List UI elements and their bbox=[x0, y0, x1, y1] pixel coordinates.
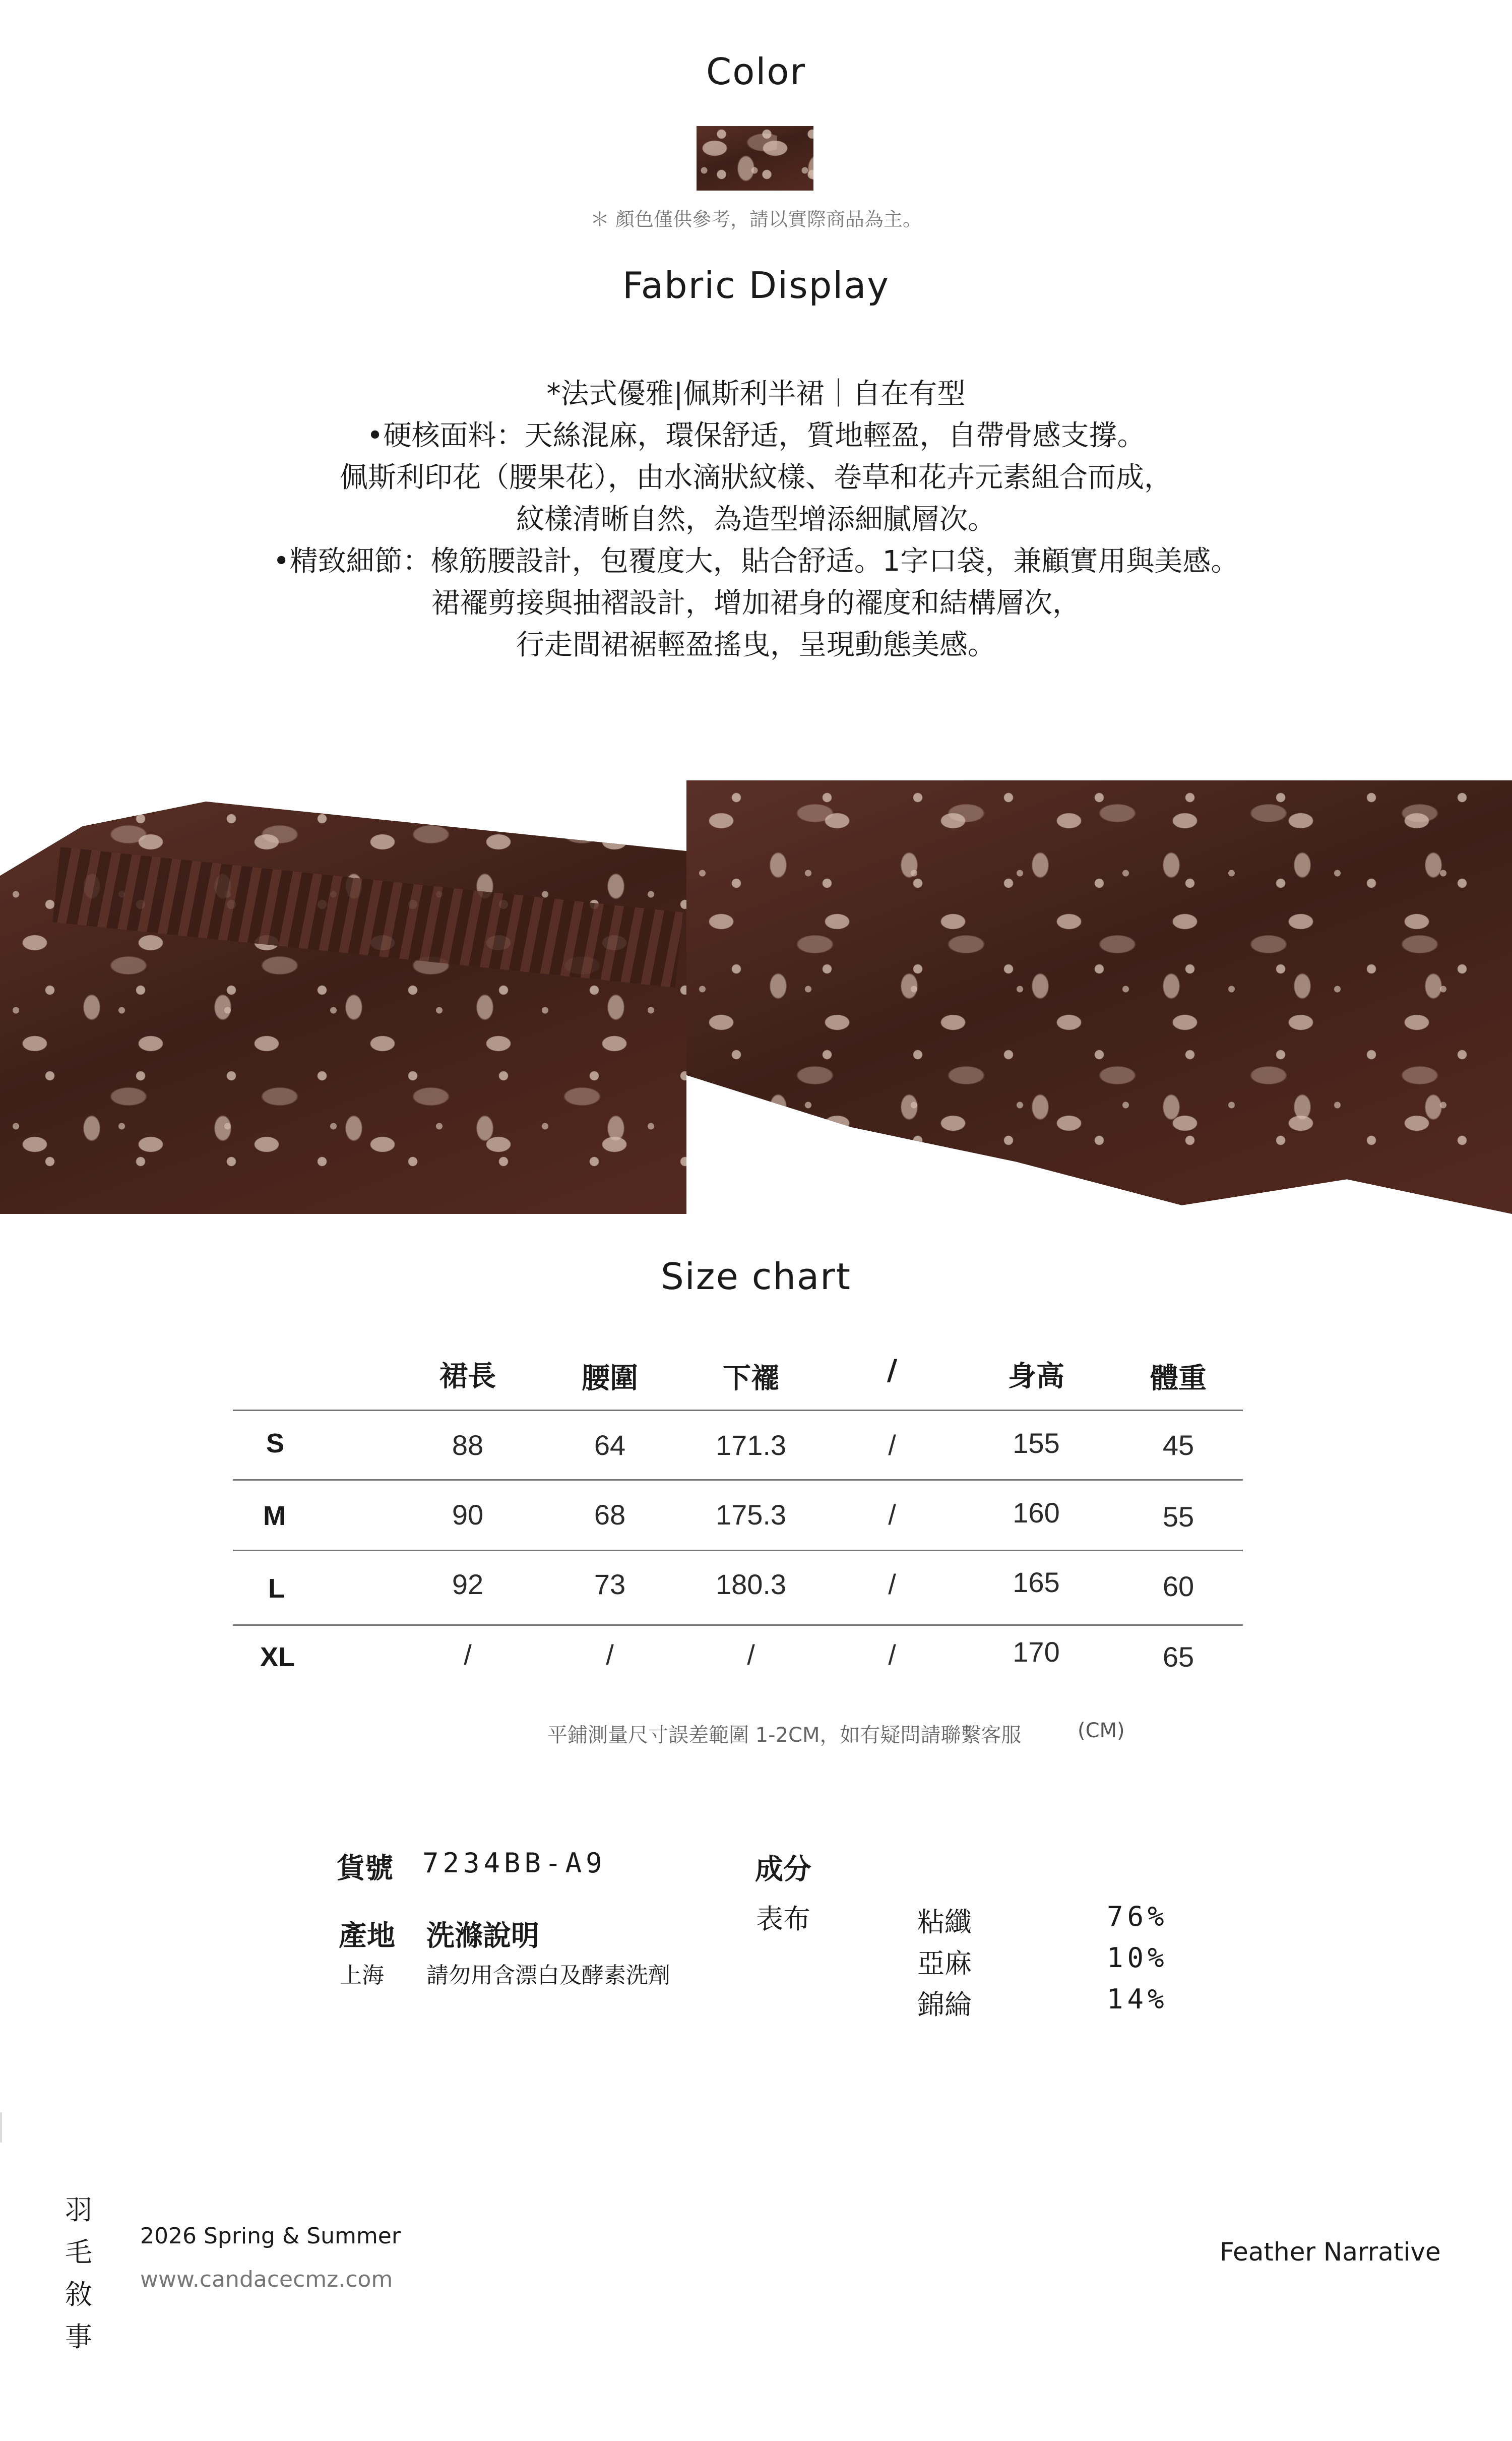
size-chart-heading: Size chart bbox=[661, 1255, 851, 1298]
table-cell: 90 bbox=[452, 1499, 484, 1531]
size-unit: (CM) bbox=[1078, 1719, 1125, 1742]
table-cell: 155 bbox=[1013, 1427, 1060, 1459]
size-label-xl: XL bbox=[260, 1642, 295, 1672]
fabric-line: 紋樣清晰自然，為造型增添細膩層次。 bbox=[516, 503, 996, 536]
size-label-s: S bbox=[266, 1428, 285, 1458]
material-percent: 10% bbox=[1107, 1942, 1168, 1974]
table-cell: 45 bbox=[1162, 1429, 1194, 1461]
table-cell: 65 bbox=[1162, 1641, 1194, 1673]
color-swatch-brown-paisley[interactable] bbox=[697, 126, 813, 191]
table-cell: / bbox=[606, 1639, 614, 1671]
footer-edge-mark bbox=[0, 2112, 2, 2143]
col-header-waist: 腰圍 bbox=[582, 1362, 638, 1395]
table-rule bbox=[233, 1624, 1243, 1626]
table-cell: 160 bbox=[1013, 1497, 1060, 1529]
composition-label: 成分 bbox=[755, 1853, 811, 1886]
table-rule bbox=[233, 1479, 1243, 1481]
season-label: 2026 Spring & Summer bbox=[140, 2223, 401, 2249]
table-cell: 175.3 bbox=[715, 1499, 787, 1531]
fabric-line: 裙襬剪接與抽褶設計，增加裙身的襬度和結構層次， bbox=[431, 587, 1081, 620]
table-cell: / bbox=[464, 1639, 472, 1671]
table-cell: 60 bbox=[1162, 1570, 1194, 1602]
table-rule bbox=[233, 1550, 1243, 1551]
color-disclaimer: ＊ 顏色僅供參考，請以實際商品為主。 bbox=[590, 208, 922, 230]
fabric-photo-hem bbox=[686, 780, 1512, 1214]
table-cell: 170 bbox=[1013, 1636, 1060, 1668]
col-header-weight: 體重 bbox=[1150, 1362, 1207, 1395]
brand-char: 羽 bbox=[65, 2194, 92, 2226]
brand-char: 敘 bbox=[65, 2279, 92, 2310]
color-heading: Color bbox=[706, 50, 806, 93]
care-value: 請勿用含漂白及酵素洗劑 bbox=[426, 1963, 670, 1988]
table-cell: 180.3 bbox=[715, 1568, 787, 1600]
fabric-description bbox=[0, 373, 1512, 666]
table-cell: / bbox=[747, 1639, 755, 1671]
fabric-line: *法式優雅|佩斯利半裙｜自在有型 bbox=[546, 378, 966, 410]
table-cell: 171.3 bbox=[715, 1429, 787, 1461]
col-header-hem: 下襬 bbox=[723, 1362, 779, 1395]
item-no-value: 7234BB-A9 bbox=[422, 1847, 606, 1879]
fabric-line: •精致細節：橡筋腰設計，包覆度大，貼合舒适。1字口袋，兼顧實用與美感。 bbox=[273, 545, 1239, 578]
table-cell: 73 bbox=[594, 1568, 626, 1600]
table-cell: 55 bbox=[1162, 1501, 1194, 1533]
table-cell: 64 bbox=[594, 1429, 626, 1461]
website-link[interactable]: www.candacecmz.com bbox=[140, 2267, 393, 2292]
size-note: 平鋪測量尺寸誤差範圍 1-2CM，如有疑問請聯繫客服 bbox=[547, 1724, 1022, 1747]
origin-value: 上海 bbox=[340, 1963, 384, 1988]
fabric-line: 行走間裙裾輕盈搖曳，呈現動態美感。 bbox=[516, 629, 996, 661]
material-name: 粘纖 bbox=[917, 1906, 972, 1938]
fabric-line: 佩斯利印花（腰果花），由水滴狀紋樣、卷草和花卉元素組合而成， bbox=[340, 461, 1172, 494]
material-name: 錦綸 bbox=[917, 1989, 972, 2021]
fabric-part-label: 表布 bbox=[756, 1903, 810, 1935]
table-cell: / bbox=[888, 1639, 896, 1671]
size-label-m: M bbox=[263, 1501, 286, 1531]
care-label: 洗滌說明 bbox=[426, 1920, 539, 1952]
table-cell: / bbox=[888, 1429, 896, 1461]
size-label-l: L bbox=[268, 1573, 285, 1604]
table-cell: / bbox=[888, 1568, 896, 1600]
brand-english: Feather Narrative bbox=[1220, 2237, 1441, 2267]
brand-char: 毛 bbox=[65, 2236, 92, 2268]
table-cell: 88 bbox=[452, 1429, 484, 1461]
fabric-heading: Fabric Display bbox=[622, 264, 890, 307]
brand-vertical-chinese bbox=[64, 2189, 94, 2358]
table-cell: 165 bbox=[1013, 1566, 1060, 1598]
material-name: 亞麻 bbox=[917, 1947, 972, 1979]
item-no-label: 貨號 bbox=[337, 1852, 393, 1885]
fabric-line: •硬核面料：天絲混麻，環保舒适，質地輕盈，自帶骨感支撐。 bbox=[366, 419, 1146, 452]
elastic-waistband bbox=[52, 847, 683, 988]
table-cell: 92 bbox=[452, 1568, 484, 1600]
material-percent: 76% bbox=[1107, 1901, 1168, 1932]
origin-label: 產地 bbox=[339, 1920, 395, 1952]
table-cell: 68 bbox=[594, 1499, 626, 1531]
table-rule bbox=[233, 1410, 1243, 1411]
material-percent: 14% bbox=[1107, 1983, 1168, 2015]
brand-char: 事 bbox=[65, 2321, 92, 2353]
fabric-photo-waistband bbox=[0, 802, 686, 1214]
table-cell: / bbox=[888, 1499, 896, 1531]
col-header-length: 裙長 bbox=[439, 1360, 496, 1393]
col-header-divider: / bbox=[887, 1354, 898, 1387]
col-header-height: 身高 bbox=[1008, 1360, 1064, 1393]
